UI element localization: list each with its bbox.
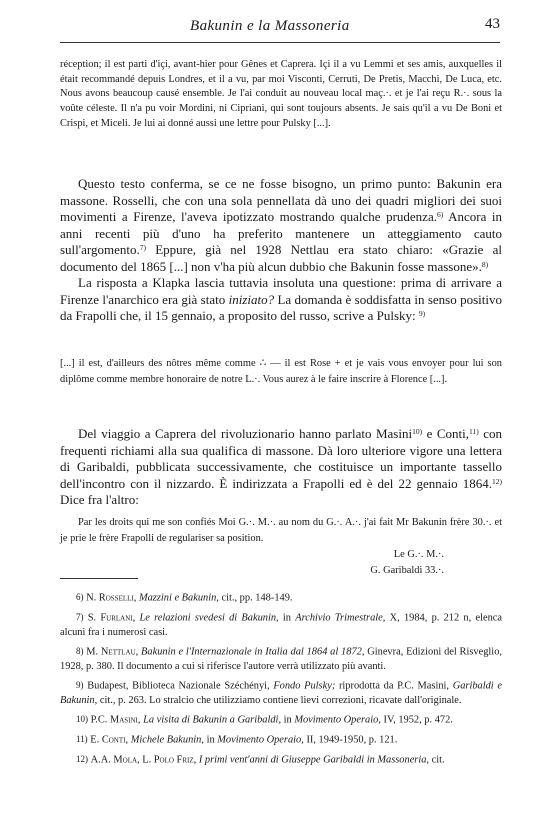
italic-text: iniziato?	[228, 291, 275, 307]
footnote-journal: Archivio Trimestrale,	[295, 612, 386, 624]
footnote-title: Mazzini e Bakunin,	[138, 592, 219, 604]
text-run: e Conti,	[422, 426, 469, 441]
footnote-text: in	[281, 714, 295, 726]
footnote-ref[interactable]: 11)	[469, 427, 479, 436]
footnote-title: La visita di Bakunin a Garibaldi,	[143, 714, 282, 726]
footnote-title: I primi vent'anni di Giuseppe Garibaldi in Massoneria,	[198, 754, 430, 766]
footnote-ref[interactable]: 7)	[139, 243, 146, 252]
footnote-journal: Movimento Operaio,	[294, 714, 381, 726]
footnote-text: cit.	[429, 754, 445, 766]
footnote-ref[interactable]: 8)	[481, 259, 489, 269]
paragraph	[60, 426, 502, 509]
quote-text: Par les droits qui me son confiés Moi G.·. M.·. au nom du G.·. A.·. j'ai fait Mr Bakunin frère 30.·. et je prie le frère Frapolli de regulariser sa position.	[60, 517, 502, 544]
footnote-journal: Fondo Pulsky;	[273, 680, 336, 692]
text-run: La risposta a Klapka lascia tuttavia insoluta una questione: prima di arrivare a Firenze l'anarchico era già stato	[60, 275, 502, 307]
footnote-number: 6)	[76, 592, 84, 602]
footnote-author: E. Conti,	[90, 734, 129, 746]
footnote-11	[60, 732, 502, 748]
text-run: La domanda è soddisfatta in senso positivo da Frapolli che, il 15 gennaio, a proposito del russo, scrive a Pulsky:	[60, 291, 502, 323]
quote-block-1	[60, 58, 502, 132]
signature-line: G. Garibaldi 33.·.	[370, 565, 444, 576]
text-run: con frequenti richiami alla sua qualifica di massone. Dà loro ulteriore vigore una lettera di Garibaldi, pubblicata successivamente, che costituisce un importante tassello dell'incontro con il nizzardo. È indirizzata a Frapolli ed è del 22 gennaio 1864.	[60, 426, 502, 491]
text-run: Dice fra l'altro:	[60, 492, 139, 507]
quote-text: réception; il est parti d'içi, avant-hier pour Gênes et Caprera. Içi il a vu Lemmi et ses amis, auxquelles il était recommandé depuis Londres, et il a vu, par moi Visconti, Cerruti, De Pretis, Macchi, De Luca, etc. Nous avons beaucoup causé ensemble. Je l'ai conduit au nouveau local maç.·. et je l'ai reçu R.·. sous la voûte céleste. Il n'a pu voir Mordini, ni Cipriani, qui sont toujours absents. Je sais qu'il a vu De Boni et Crispi, et Miceli. Je lui ai donné aussi une lettre pour Pulsky [...].	[60, 59, 502, 129]
footnote-number: 12)	[76, 753, 88, 764]
footnote-ref[interactable]: 10)	[412, 427, 423, 436]
footnote-6	[60, 590, 502, 606]
footnote-number: 8)	[76, 645, 84, 656]
footnote-text: IV, 1952, p. 472.	[380, 714, 453, 726]
footnote-author: A.A. Mola, L. Polo Friz,	[90, 754, 197, 766]
signature-line: Le G.·. M.·.	[393, 549, 444, 560]
footnote-text: cit., pp. 148-149.	[218, 592, 293, 604]
footnote-author: N. Rosselli,	[86, 592, 137, 604]
running-title: Bakunin e la Massoneria	[190, 18, 350, 34]
paragraph	[60, 275, 502, 325]
footnote-number: 10)	[76, 714, 88, 725]
footnote-title: Michele Bakunin,	[130, 734, 204, 746]
footnote-7	[60, 610, 502, 640]
footnote-text: Budapest, Biblioteca Nazionale Széchényi,	[87, 680, 274, 692]
footnote-text: Ginevra, Edizioni del Risveglio, 1928, p. 380. Il documento a cui si riferisce l'autore verrà utilizzato più avanti.	[60, 646, 502, 672]
footnote-ref[interactable]: 12)	[492, 476, 502, 486]
quote-text: [...] il est, d'ailleurs des nôtres même comme ∴ — il est Rose + et je vais vous envoyer pour lui son diplôme comme membre honoraire de notre L.·. Vous aurez à le faire inscrire à Florence [...].	[60, 358, 502, 385]
footnote-text: in	[278, 612, 296, 624]
footnote-ref[interactable]: 9)	[418, 309, 426, 318]
footnote-10	[60, 712, 502, 728]
paragraph	[60, 176, 502, 275]
footnote-text: II, 1949-1950, p. 121.	[303, 734, 398, 746]
text-run: Eppure, già nel 1928 Nettlau era stato chiaro: «Grazie al documento del 1865 [...] non v'ha più alcun dubbio che Bakunin fosse massone».	[60, 242, 502, 274]
footnote-author: M. Nettlau,	[86, 646, 139, 658]
body-paragraphs-1	[60, 176, 502, 325]
footnote-title: Bakunin e l'Internazionale in Italia dal 1864 al 1872,	[141, 646, 365, 658]
text-run: Questo testo conferma, se ce ne fosse bisogno, un primo punto: Bakunin era massone. Rosselli, che con una sola pennellata dà uno dei quadri migliori dei suoi movimenti a Firenze, l'aveva ipotizzato mostrando qualche prudenza.	[60, 176, 502, 224]
footnote-12	[60, 752, 502, 768]
body-paragraphs-2	[60, 426, 502, 509]
footnote-ref[interactable]: 6)	[436, 210, 444, 219]
footnote-title: Garibaldi e Bakunin,	[60, 680, 502, 706]
footnote-author: S. Furlani,	[87, 612, 136, 624]
footnote-rule	[60, 578, 138, 579]
footnote-journal: Movimento Operaio,	[217, 734, 304, 746]
footnote-title: Le relazioni svedesi di Bakunin,	[139, 612, 279, 624]
footnotes	[60, 590, 502, 771]
footnote-text: X, 1984, p. 212 n, elenca alcuni fra i numerosi casi.	[60, 612, 502, 638]
quote-block-3	[60, 515, 502, 579]
page-number: 43	[485, 16, 500, 32]
footnote-8	[60, 644, 502, 674]
header-rule	[60, 42, 500, 43]
footnote-author: P.C. Masini,	[90, 714, 141, 726]
footnote-number: 11)	[76, 733, 88, 744]
footnote-text: riprodotta da P.C. Masini,	[335, 680, 453, 692]
footnote-number: 7)	[76, 611, 84, 622]
text-run: Ancora in anni recenti più d'uno ha preferito mantenere un atteggiamento cauto sull'argomento.	[60, 209, 503, 257]
footnote-number: 9)	[76, 679, 84, 690]
quote-block-2	[60, 356, 502, 388]
footnote-text: cit., p. 263. Lo stralcio che utilizziamo contiene lievi correzioni, ricavate dall'originale.	[97, 694, 462, 706]
footnote-9	[60, 678, 502, 708]
text-run: Del viaggio a Caprera del rivoluzionario hanno parlato Masini	[78, 426, 413, 441]
footnote-text: in	[203, 734, 218, 746]
